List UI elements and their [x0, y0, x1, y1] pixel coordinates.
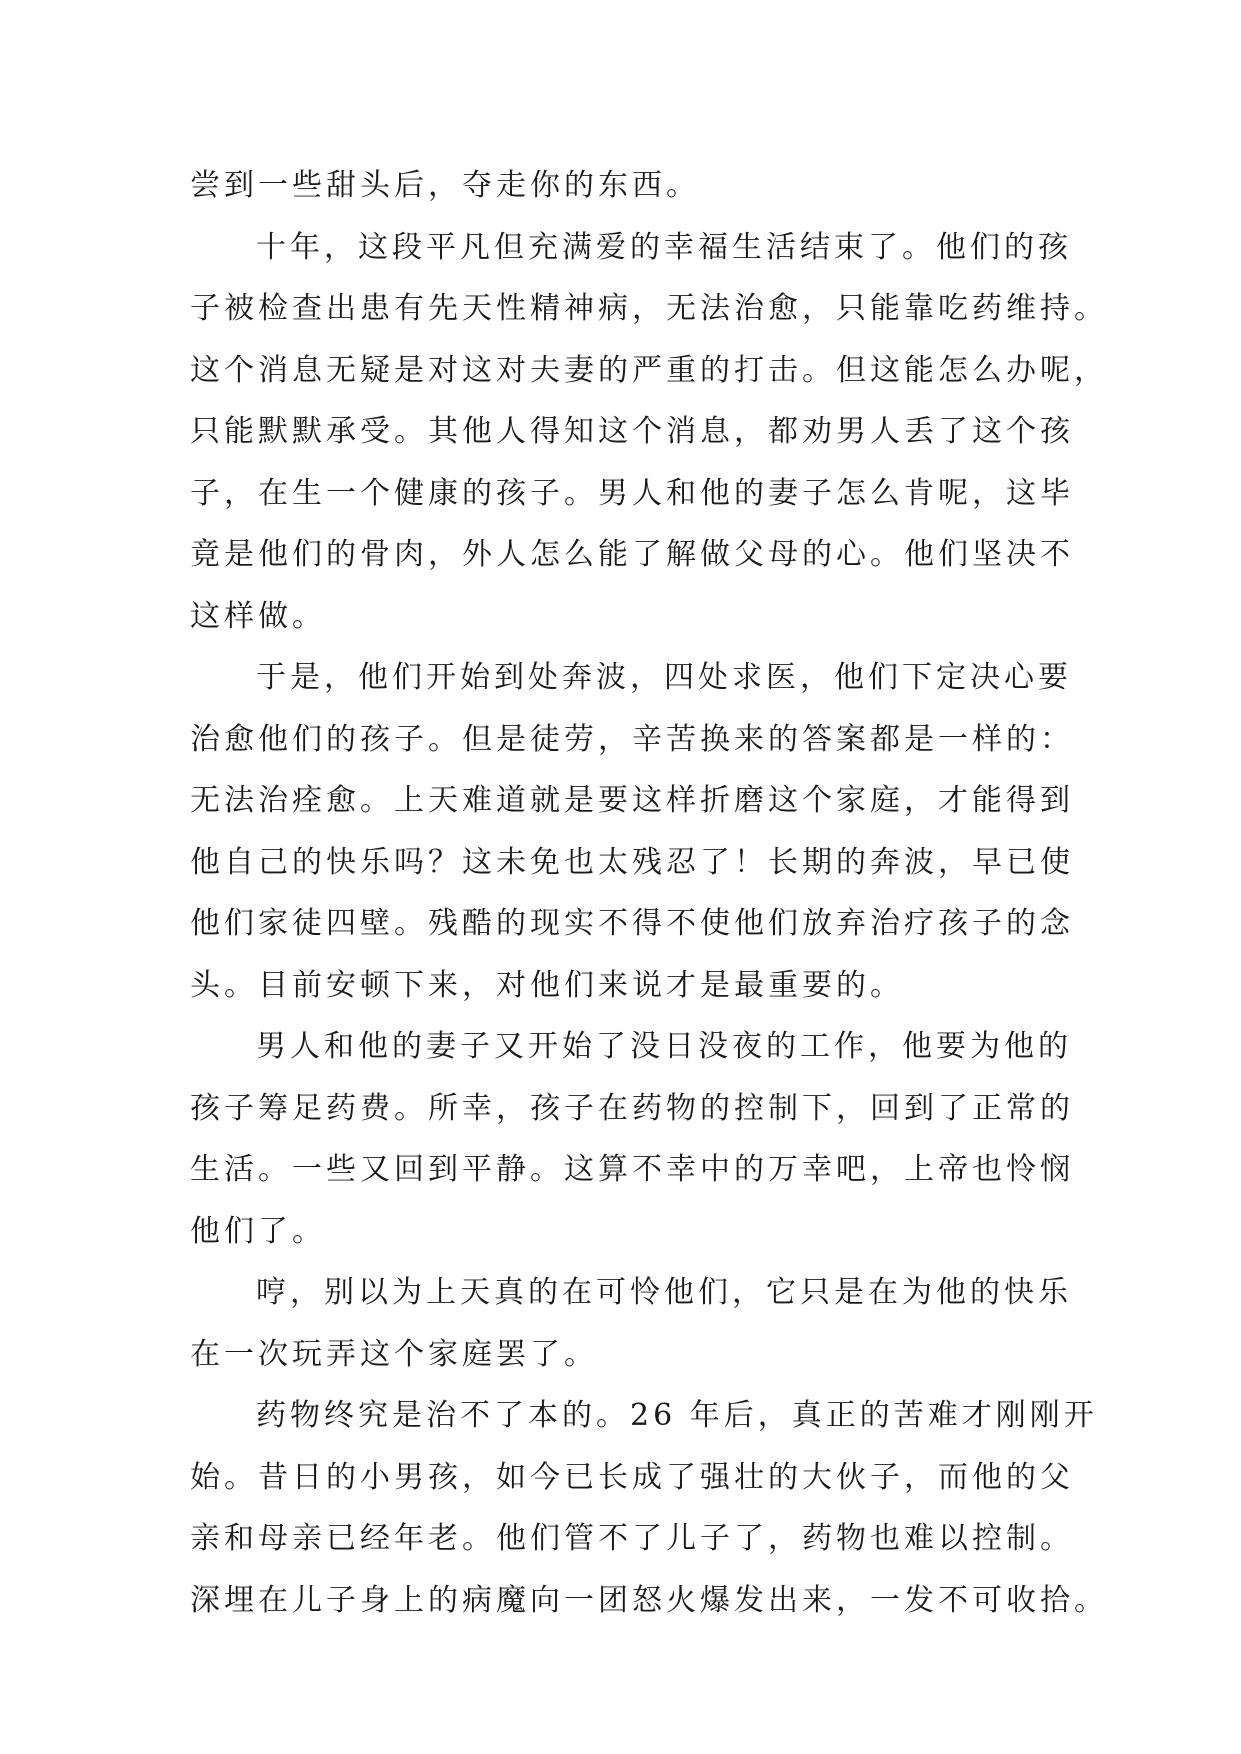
body-text: [190, 155, 1108, 1631]
paragraph-first-line: 于是，他们开始到处奔波，四处求医，他们下定决心要: [256, 660, 1072, 695]
text-line: 尝到一些甜头后，夺走你的东西。: [190, 168, 700, 203]
text-line: 治愈他们的孩子。但是徒劳，辛苦换来的答案都是一样的：: [190, 721, 1074, 757]
text-line: 深埋在儿子身上的病魔向一团怒火爆发出来，一发不可收拾。: [190, 1582, 1108, 1618]
text-line: 他们家徒四壁。残酷的现实不得不使他们放弃治疗孩子的念: [190, 906, 1074, 941]
text-line: 无法治痊愈。上天难道就是要这样折磨这个家庭，才能得到: [190, 783, 1074, 818]
text-line: 始。昔日的小男孩，如今已长成了强壮的大伙子，而他的父: [190, 1459, 1074, 1495]
text-line: 竟是他们的骨肉，外人怎么能了解做父母的心。他们坚决不: [190, 537, 1074, 572]
text-line: 头。目前安顿下来，对他们来说才是最重要的。: [190, 967, 904, 1003]
text-line: 这样做。: [190, 598, 326, 634]
paragraph-first-line: 男人和他的妻子又开始了没日没夜的工作，他要为他的: [256, 1029, 1072, 1064]
text-line: 这个消息无疑是对这对夫妻的严重的打击。但这能怎么办呢，: [190, 352, 1108, 388]
paragraph-first-line: 哼，别以为上天真的在可怜他们，它只是在为他的快乐: [256, 1275, 1072, 1310]
text-line: 生活。一些又回到平静。这算不幸中的万幸吧，上帝也怜悯: [190, 1152, 1074, 1187]
paragraph-first-line: 药物终究是治不了本的。26 年后，真正的苦难才刚刚开: [256, 1398, 1098, 1433]
text-line: 在一次玩弄这个家庭罢了。: [190, 1336, 598, 1372]
text-line: 只能默默承受。其他人得知这个消息，都劝男人丢了这个孩: [190, 414, 1074, 449]
text-line: 子，在生一个健康的孩子。男人和他的妻子怎么肯呢，这毕: [190, 475, 1074, 511]
text-line: 孩子筹足药费。所幸，孩子在药物的控制下，回到了正常的: [190, 1090, 1074, 1126]
text-line: 他们了。: [190, 1213, 326, 1249]
text-line: 亲和母亲已经年老。他们管不了儿子了，药物也难以控制。: [190, 1521, 1074, 1556]
text-line: 他自己的快乐吗？这未免也太残忍了！长期的奔波，早已使: [190, 844, 1074, 880]
text-line: 子被检查出患有先天性精神病，无法治愈，只能靠吃药维持。: [190, 291, 1108, 326]
paragraph-first-line: 十年，这段平凡但充满爱的幸福生活结束了。他们的孩: [256, 229, 1072, 265]
